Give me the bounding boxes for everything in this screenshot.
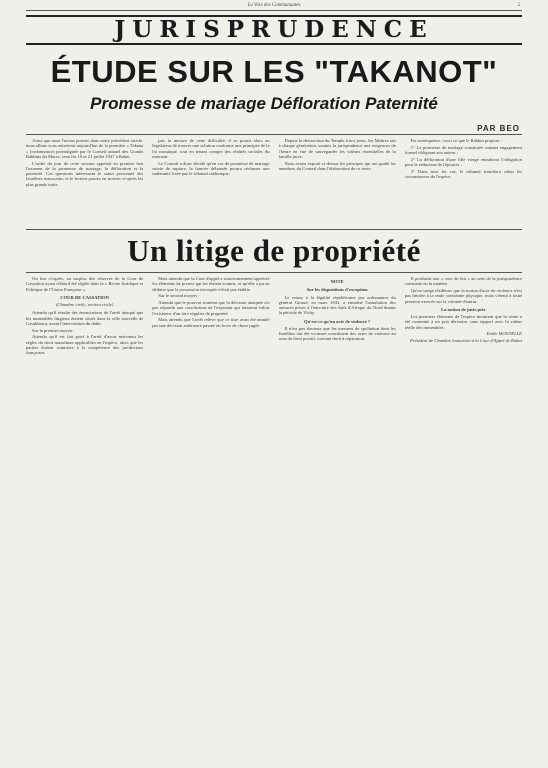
article-separator (26, 229, 522, 230)
paragraph: 3° Dans tous les cas, le tribunal tranchera selon les circonstances de l'espèce. (404, 168, 522, 179)
subsection-heading: Qu'est-ce qu'un acte de violence ? (304, 318, 371, 324)
article2-column-2 (152, 276, 269, 758)
paragraph: L'ordre du jour de cette session appelait en premier lieu l'examen de la promesse de mariage, la défloration et la paternité. Ces questions intéressent le statut personnel des Israélites marocains, et le lecteur pourra en trouver ci-après les plus grands traits. (26, 160, 144, 187)
paragraph: Attendu que le pourvoi soutient que la décision attaquée n'a pas répondu aux conclusions de l'exposant qui faisaient valoir l'existence d'un titre régulier de propriété. (152, 300, 270, 316)
court-heading: COUR DE CASSATION (60, 294, 109, 300)
paragraph: 1° La promesse de mariage constituée comme engagement formel obligeant son auteur ; (404, 144, 522, 155)
top-rule (26, 10, 522, 11)
article1-column-4 (405, 138, 522, 226)
paragraph: Il n'est pas douteux que les mesures de spoliation dont les Israélites ont été victimes constituent des actes de violence au sens du droit positif, ouvrant droit à réparation. (278, 325, 396, 342)
article1-title: ÉTUDE SUR LES "TAKANOT" (50, 54, 498, 89)
section-rubric: JURISPRUDENCE (26, 15, 522, 45)
article2-rule (26, 272, 522, 273)
article2-column-1 (26, 276, 143, 758)
article2-title: Un litige de propriété (127, 233, 421, 268)
article1-body (26, 138, 522, 226)
running-head: La Voix des Communautés (247, 3, 301, 8)
paragraph: Depuis la destruction du Temple à nos jours, les Maîtres ont à chaque génération, soumis la jurisprudence aux exigences de l'heure en vue de sauvegarder les valeurs essentielles de la famille juive. (278, 138, 396, 159)
article2-body (26, 276, 522, 758)
article2-column-4 (405, 276, 522, 758)
paragraph: pris la mesure de cette difficulté, il se posait alors au législateur de trouver une solution conforme aux principes de la loi mosaïque, tout en tenant compte des réalités sociales du moment. (152, 138, 270, 159)
paragraph: On lira ci-après, au surplus des réserves de la Cour de Cassation ayant d'abord été réglée dans la « Revue Juridique et Politique de l'Union Française ». (26, 276, 144, 292)
page-number: 5 (517, 3, 520, 8)
subsection-heading: Sur les dispositions d'exception (306, 287, 368, 293)
paragraph: Les premiers éléments de l'espèce montrent que la vente a été consentie à un prix dérisoire, sans rapport avec la valeur réelle des immeubles. (404, 314, 522, 330)
author-title: Président de Chambre honoraire à la Cour d'Appel de Rabat (409, 338, 522, 343)
paragraph: Sur le premier moyen : (32, 327, 75, 333)
note-heading: NOTE (330, 279, 344, 284)
paragraph: Le Conseil a donc décidé qu'en cas de promesse de mariage suivie de rupture, la fiancée délaissée pourra réclamer une indemnité fixée par le tribunal rabbinique. (152, 160, 270, 176)
paragraph: Le retour à la légalité républicaine par ordonnance du général Giraud, en mars 1943, a entraîné l'annulation des mesures prises à l'encontre des Juifs d'Afrique du Nord durant la période de Vichy. (278, 294, 396, 316)
article1-rule (26, 134, 522, 135)
article2-column-3 (279, 276, 396, 758)
paragraph: Ainsi que nous l'avons promis dans notre précédent article, nous allons vous entretenir aujourd'hui de la première « Takana » (ordonnance) promulguée par le Conseil annuel des Grands Rabbins du Maroc, tenu les 19 et 21 juillet 1947 à Rabat. (26, 138, 144, 159)
paragraph: Mais attendu que l'arrêt relève que ce titre avait été annulé par une décision antérieure passée en force de chose jugée. (152, 317, 270, 328)
paragraph: En conséquence, voici ce que le Rabbin propose : (410, 138, 502, 143)
paragraph: Attendu qu'il résulte des énonciations de l'arrêt attaqué que les immeubles litigieux étaient situés dans la ville nouvelle de Casablanca, avant l'intervention du dahir. (26, 310, 144, 326)
article1-column-2 (152, 138, 269, 226)
paragraph: Nous avons exposé ci-dessus les principes qui ont guidé les membres du Conseil dans l'élaboration de ce texte. (278, 160, 396, 171)
article1-column-3 (279, 138, 396, 226)
paragraph: 2° La défloration d'une fille vierge entraînera l'obligation pour le séducteur de l'épouser ; (404, 156, 522, 167)
paragraph: Mais attendu que la Cour d'appel a souverainement apprécié les éléments de preuve qui lui étaient soumis, et qu'elle a pu en déduire que la possession invoquée n'était pas établie. (152, 276, 270, 292)
paragraph: Il produisit une « voie de fait » au sens de la jurisprudence constante en la matière. (404, 276, 522, 287)
article1-subtitle: Promesse de mariage Défloration Paternité (90, 94, 438, 113)
article1-byline: PAR BEO (477, 124, 520, 133)
paragraph: Sur le second moyen : (158, 293, 200, 299)
author-name: Emile MONTELLE (486, 331, 522, 337)
subsection-heading: La notion de juste prix (441, 306, 486, 312)
court-chamber: (Chambre civile, section civile) (55, 302, 114, 307)
article1-column-1 (26, 138, 143, 226)
paragraph: Qu'on songe d'ailleurs que la notion d'acte de violence n'est pas limitée à la seule contrainte physique, mais s'étend à toute pression exercée sur la volonté d'autrui. (404, 288, 522, 304)
paragraph: Attendu qu'il est fait grief à l'arrêt d'avoir méconnu les règles du droit musulman applicables en l'espèce, alors que les parties étaient soumises à la compétence des juridictions françaises. (26, 334, 144, 355)
